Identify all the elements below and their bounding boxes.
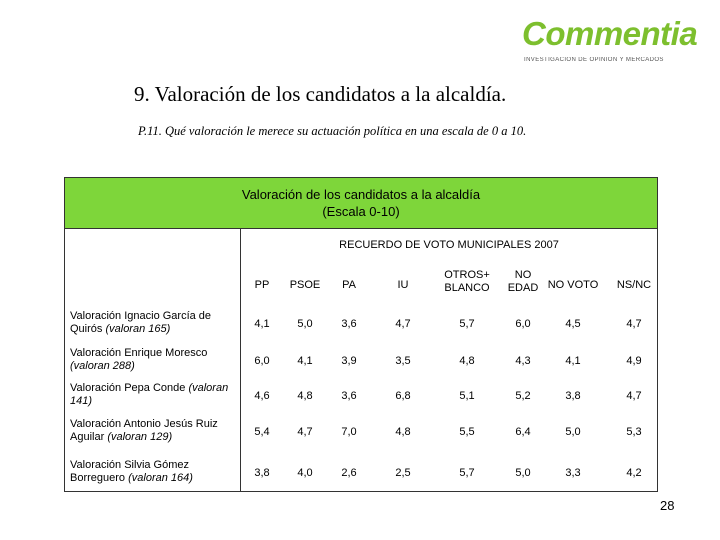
label-divider — [240, 229, 241, 492]
table-cell: 6,0 — [254, 355, 270, 367]
table-header-scale: (Escala 0-10) — [322, 204, 400, 219]
table-cell: 4,3 — [515, 355, 531, 367]
table-cell: 6,8 — [395, 390, 411, 402]
table-cell: 6,0 — [515, 318, 531, 330]
table-header-title: Valoración de los candidatos a la alcaldía — [241, 187, 481, 202]
logo-tagline: INVESTIGACIÓN DE OPINIÓN Y MERCADOS — [524, 57, 664, 63]
table-cell: 4,0 — [297, 467, 313, 479]
table-cell: 4,8 — [395, 426, 411, 438]
column-header: PA — [342, 279, 356, 291]
page-title: 9. Valoración de los candidatos a la alcaldía. — [134, 82, 507, 106]
table-cell: 3,6 — [341, 318, 357, 330]
group-header — [240, 229, 657, 266]
table-cell: 3,8 — [565, 390, 581, 402]
column-header: NO VOTO — [547, 279, 599, 291]
table-cell: 5,3 — [626, 426, 642, 438]
table-cell: 4,1 — [565, 355, 581, 367]
page-number: 28 — [660, 498, 675, 513]
row-label — [70, 459, 238, 485]
table-cell: 4,7 — [297, 426, 313, 438]
table-cell: 4,6 — [254, 390, 270, 402]
table-cell: 5,0 — [565, 426, 581, 438]
ratings-table — [64, 177, 658, 492]
column-header: PSOE — [289, 279, 321, 291]
sample-size-note: (valoran 288) — [70, 360, 135, 372]
column-header: OTROS+ BLANCO — [444, 269, 490, 294]
candidate-name: Valoración Silvia Gómez Borreguero — [70, 459, 190, 484]
table-cell: 7,0 — [341, 426, 357, 438]
column-header: NS/NC — [616, 279, 652, 291]
candidate-name: Valoración Enrique Moresco — [70, 347, 208, 359]
table-cell: 5,0 — [515, 467, 531, 479]
table-cell: 4,1 — [254, 318, 270, 330]
table-cell: 3,5 — [395, 355, 411, 367]
table-cell: 4,2 — [626, 467, 642, 479]
row-label — [70, 310, 238, 336]
table-cell: 4,9 — [626, 355, 642, 367]
question-text: P.11. Qué valoración le merece su actuación política en una escala de 0 a 10. — [138, 124, 527, 138]
table-cell: 4,1 — [297, 355, 313, 367]
sample-size-note: (valoran 129) — [107, 431, 173, 443]
column-header: NO EDAD — [507, 269, 539, 294]
candidate-name: Valoración Pepa Conde — [70, 382, 186, 394]
commentia-logo — [522, 14, 702, 70]
sample-size-note: (valoran 141) — [70, 382, 229, 407]
table-cell: 3,9 — [341, 355, 357, 367]
row-label — [70, 347, 238, 373]
group-header-label: RECUERDO DE VOTO MUNICIPALES 2007 — [339, 239, 559, 251]
table-cell: 6,4 — [515, 426, 531, 438]
table-cell: 3,8 — [254, 467, 270, 479]
row-label — [70, 382, 238, 408]
table-cell: 5,7 — [459, 318, 475, 330]
candidate-name: Valoración Antonio Jesús Ruiz Aguilar — [70, 418, 218, 443]
table-cell: 4,7 — [395, 318, 411, 330]
column-header: IU — [397, 279, 409, 291]
table-header — [65, 178, 657, 229]
table-cell: 5,0 — [297, 318, 313, 330]
table-cell: 3,3 — [565, 467, 581, 479]
row-label — [70, 418, 238, 444]
table-cell: 5,4 — [254, 426, 270, 438]
candidate-name: Valoración Ignacio García de Quirós — [70, 310, 212, 335]
table-cell: 2,5 — [395, 467, 411, 479]
table-cell: 3,6 — [341, 390, 357, 402]
table-cell: 4,5 — [565, 318, 581, 330]
table-cell: 5,7 — [459, 467, 475, 479]
column-header: PP — [254, 279, 270, 291]
table-cell: 2,6 — [341, 467, 357, 479]
sample-size-note: (valoran 165) — [105, 323, 171, 335]
logo-wordmark: Commentia — [522, 15, 698, 52]
table-cell: 4,7 — [626, 318, 642, 330]
table-cell: 5,2 — [515, 390, 531, 402]
table-cell: 5,5 — [459, 426, 475, 438]
table-cell: 5,1 — [459, 390, 475, 402]
sample-size-note: (valoran 164) — [128, 472, 193, 484]
table-cell: 4,8 — [459, 355, 475, 367]
table-cell: 4,8 — [297, 390, 313, 402]
table-cell: 4,7 — [626, 390, 642, 402]
